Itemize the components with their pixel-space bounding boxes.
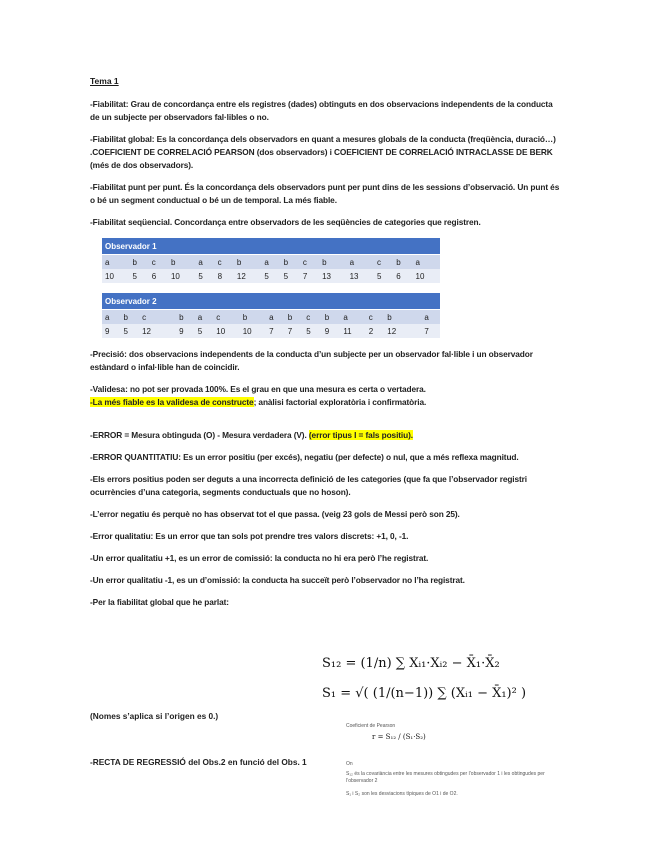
table-cell: b bbox=[285, 310, 304, 325]
table-cell: 12 bbox=[234, 269, 261, 283]
note-pearson: Coeficient de Pearson bbox=[346, 723, 396, 729]
table-observador-1 bbox=[102, 238, 440, 283]
table-cell: 11 bbox=[340, 324, 365, 338]
table-cell: c bbox=[366, 310, 385, 325]
paragraph-error-qualitatiu: -Error qualitatiu: Es un error que tan sols pot prendre tres valors discrets: +1, 0, -1. bbox=[90, 531, 409, 541]
paragraph-text: ; anàlisi factorial exploratòria i confirmatòria. bbox=[253, 397, 427, 407]
table-cell: 5 bbox=[374, 269, 393, 283]
table-cell: b bbox=[281, 255, 300, 270]
table-cell: 10 bbox=[102, 269, 129, 283]
table-cell: c bbox=[303, 310, 322, 325]
paragraph-error-negatiu: -L’error negatiu és perquè no has observat tot el que passa. (veig 23 gols de Messi però son 25). bbox=[90, 509, 460, 519]
table-cell: 12 bbox=[139, 324, 165, 338]
table-cell: b bbox=[121, 310, 140, 325]
table-cell: 13 bbox=[347, 269, 374, 283]
table-cell: b bbox=[384, 310, 410, 325]
table-cell: a bbox=[195, 255, 214, 270]
paragraph-precisio: -Precisió: dos observacions independents de la conducta d’un subjecte per un observador fal·lible i un observador estàndard o infal·lible han de coincidir. bbox=[90, 349, 533, 372]
table-cell: c bbox=[213, 310, 239, 325]
table-cell: b bbox=[319, 255, 346, 270]
table-row bbox=[102, 324, 440, 338]
paragraph-error-omissio: -Un error qualitatiu -1, es un d’omissió: la conducta ha succeït però l’observador no l’ha registrat. bbox=[90, 575, 465, 585]
paragraph-error bbox=[90, 429, 560, 442]
paragraph-validesa-constructe bbox=[90, 396, 560, 409]
table-header: Observador 1 bbox=[102, 238, 440, 255]
highlighted-text: -La més fiable es la validesa de constructe bbox=[90, 397, 254, 407]
table-cell: a bbox=[266, 310, 285, 325]
table-cell: 12 bbox=[384, 324, 410, 338]
note-on: On bbox=[346, 761, 353, 767]
table-cell: b bbox=[168, 255, 195, 270]
table-cell: c bbox=[149, 255, 168, 270]
formula-covariance: S₁₂ = (1/n) ∑ Xᵢ₁·Xᵢ₂ − X̄₁·X̄₂ bbox=[322, 656, 500, 671]
table-cell: 5 bbox=[303, 324, 322, 338]
table-cell: 5 bbox=[129, 269, 148, 283]
table-cell bbox=[166, 324, 177, 338]
table-row bbox=[102, 310, 440, 325]
paragraph-validesa: -Validesa: no pot ser provada 100%. Es el grau en que una mesura es certa o vertadera. bbox=[90, 384, 426, 394]
table-cell: 10 bbox=[213, 324, 239, 338]
table-cell bbox=[411, 324, 422, 338]
note-desviacions: S₁ i S₂ son les desviacions típiques de O1 i de O2. bbox=[346, 791, 458, 797]
table-cell: 10 bbox=[413, 269, 440, 283]
table-cell: b bbox=[240, 310, 266, 325]
table-cell: a bbox=[421, 310, 440, 325]
table-cell: 7 bbox=[421, 324, 440, 338]
table-cell: 8 bbox=[215, 269, 234, 283]
table-row bbox=[102, 269, 440, 283]
table-cell bbox=[166, 310, 177, 325]
paragraph-error-comissio: -Un error qualitatiu +1, es un error de comissió: la conducta no hi era però l’he registrat. bbox=[90, 553, 429, 563]
table-cell: 5 bbox=[195, 324, 214, 338]
paragraph-errors-positius: -Els errors positius poden ser deguts a una incorrecta definició de les categories (que fa que l’observador registri ocurrències d’una categoria, segments conductuals que no hoson). bbox=[90, 474, 528, 497]
table-cell bbox=[411, 310, 422, 325]
table-cell: 10 bbox=[240, 324, 266, 338]
table-cell: 7 bbox=[300, 269, 319, 283]
table-cell: c bbox=[215, 255, 234, 270]
paragraph-origen: (Nomes s’aplica si l’origen es 0.) bbox=[90, 711, 219, 721]
table-cell: 5 bbox=[121, 324, 140, 338]
table-cell: a bbox=[413, 255, 440, 270]
table-header: Observador 2 bbox=[102, 293, 440, 310]
paragraph-fiabilitat-global: -Fiabilitat global: Es la concordança dels observadors en quant a mesures globals de la conducta (freqüència, duració…) .COEFICIENT DE CORRELACIÓ PEARSON (dos observadors) i COEFICIENT DE CORRELACIÓ INTRACLASSE DE BERK (més de dos observadors). bbox=[90, 134, 556, 170]
table-cell: a bbox=[261, 255, 280, 270]
table-cell: 6 bbox=[149, 269, 168, 283]
table-cell: 5 bbox=[281, 269, 300, 283]
table-observador-2 bbox=[102, 293, 440, 338]
table-cell: 5 bbox=[195, 269, 214, 283]
paragraph-text: -ERROR = Mesura obtinguda (O) - Mesura verdadera (V). bbox=[90, 430, 309, 440]
table-cell: 9 bbox=[322, 324, 341, 338]
table-cell: 9 bbox=[102, 324, 121, 338]
table-cell: a bbox=[340, 310, 365, 325]
table-cell: b bbox=[393, 255, 412, 270]
paragraph-error-quantitatiu: -ERROR QUANTITATIU: Es un error positiu (per excés), negatiu (per defecte) o nul, que a més reflexa magnitud. bbox=[90, 452, 519, 462]
paragraph-fiabilitat-punt: -Fiabilitat punt per punt. És la concordança dels observadors punt per punt dins de les sessions d’observació. Un punt és o bé un segment conductual o bé un de temporal. La més fiable. bbox=[90, 182, 560, 205]
document-page bbox=[90, 76, 560, 618]
table-cell: b bbox=[234, 255, 261, 270]
paragraph-fiabilitat: -Fiabilitat: Grau de concordança entre els registres (dades) obtinguts en dos observacions independents de la conducta de un subjecte per observadors fal·libles o no. bbox=[90, 99, 553, 122]
note-covariancia: S₁₂ és la covariància entre les mesures obtingudes per l’observador 1 i les obtingudes per l’observador 2 bbox=[346, 771, 545, 784]
table-cell: 13 bbox=[319, 269, 346, 283]
table-cell: b bbox=[322, 310, 341, 325]
table-cell: a bbox=[195, 310, 214, 325]
table-cell: 2 bbox=[366, 324, 385, 338]
table-cell: c bbox=[300, 255, 319, 270]
page-title: Tema 1 bbox=[90, 76, 119, 86]
table-cell: 6 bbox=[393, 269, 412, 283]
formula-std-deviation: S₁ = √( (1/(n−1)) ∑ (Xᵢ₁ − X̄₁)² ) bbox=[322, 686, 527, 701]
highlighted-text: (error tipus I = fals positiu). bbox=[308, 430, 413, 440]
table-cell: c bbox=[139, 310, 165, 325]
table-cell: 7 bbox=[266, 324, 285, 338]
paragraph-fiabilitat-global-formula: -Per la fiabilitat global que he parlat: bbox=[90, 597, 229, 607]
table-cell: c bbox=[374, 255, 393, 270]
paragraph-recta-regressio: -RECTA DE REGRESSIÓ del Obs.2 en funció del Obs. 1 bbox=[90, 757, 307, 767]
table-cell: 10 bbox=[168, 269, 195, 283]
paragraph-fiabilitat-sequencial: -Fiabilitat seqüencial. Concordança entre observadors de les seqüències de categories que registren. bbox=[90, 217, 481, 227]
table-cell: a bbox=[102, 255, 129, 270]
table-cell: 7 bbox=[285, 324, 304, 338]
table-cell: 9 bbox=[176, 324, 195, 338]
table-cell: b bbox=[129, 255, 148, 270]
formula-pearson-r: r = S₁₂ / (S₁·S₂) bbox=[372, 733, 426, 741]
table-cell: a bbox=[102, 310, 121, 325]
table-cell: b bbox=[176, 310, 195, 325]
table-cell: 5 bbox=[261, 269, 280, 283]
table-cell: a bbox=[347, 255, 374, 270]
table-row bbox=[102, 255, 440, 270]
